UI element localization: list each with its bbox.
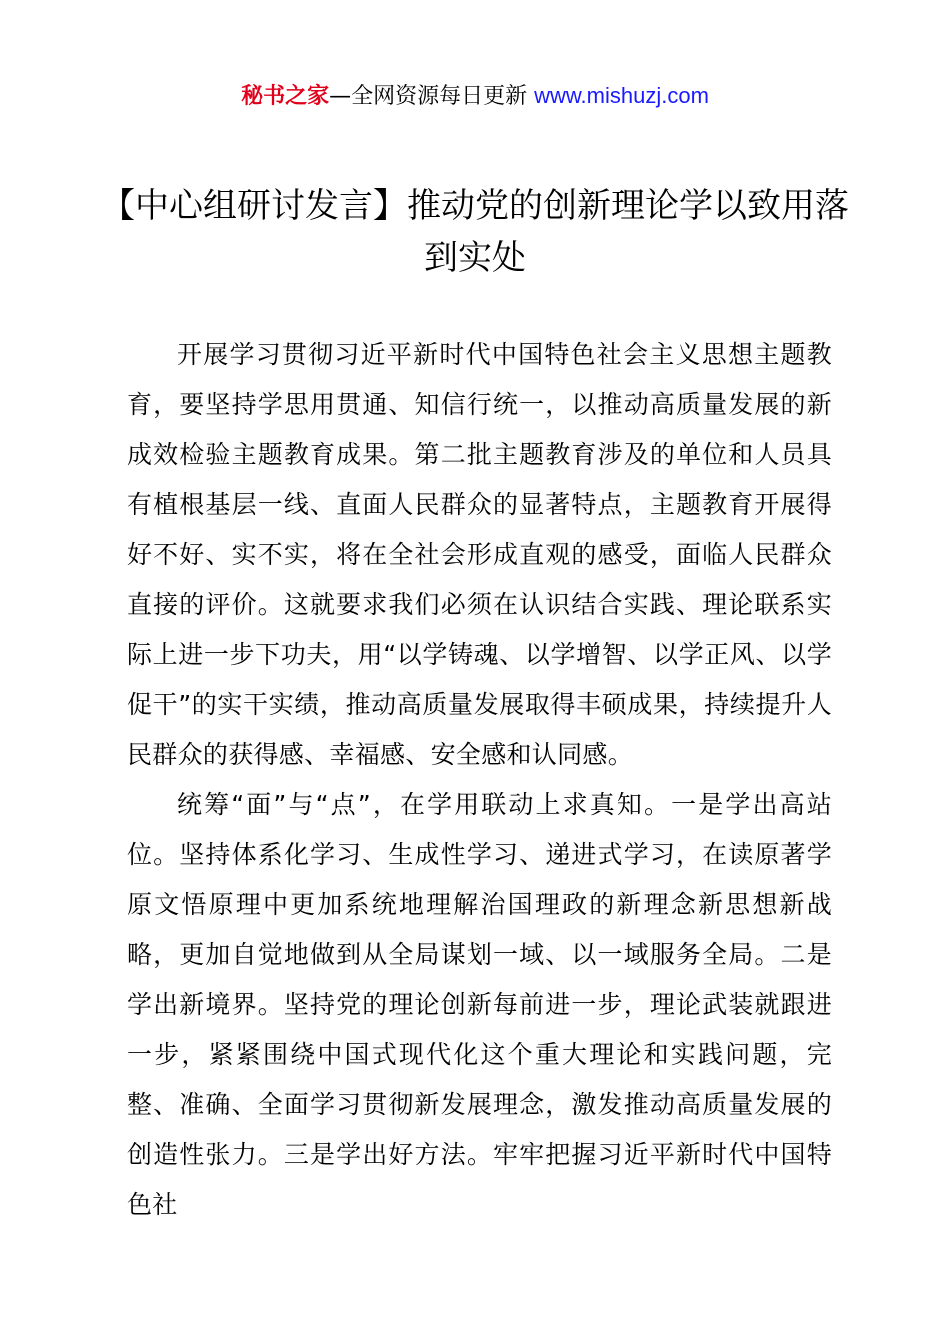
- site-header: [0, 80, 950, 113]
- site-tagline: —全网资源每日更新: [329, 84, 535, 109]
- paragraph-1: 开展学习贯彻习近平新时代中国特色社会主义思想主题教育，要坚持学思用贯通、知信行统一，以推动高质量发展的新成效检验主题教育成果。第二批主题教育涉及的单位和人员具有植根基层一线、直面人民群众的显著特点，主题教育开展得好不好、实不实，将在全社会形成直观的感受，面临人民群众直接的评价。这就要求我们必须在认识结合实践、理论联系实际上进一步下功夫，用“以学铸魂、以学增智、以学正风、以学促干”的实干实绩，推动高质量发展取得丰硕成果，持续提升人民群众的获得感、幸福感、安全感和认同感。: [127, 340, 832, 769]
- site-brand: 秘书之家: [241, 84, 330, 109]
- site-url[interactable]: www.mishuzj.com: [534, 83, 709, 108]
- paragraph-2: 统筹“面”与“点”，在学用联动上求真知。一是学出高站位。坚持体系化学习、生成性学习、递进式学习，在读原著学原文悟原理中更加系统地理解治国理政的新理念新思想新战略，更加自觉地做到从全局谋划一域、以一域服务全局。二是学出新境界。坚持党的理论创新每前进一步，理论武装就跟进一步，紧紧围绕中国式现代化这个重大理论和实践问题，完整、准确、全面学习贯彻新发展理念，激发推动高质量发展的创造性张力。三是学出好方法。牢牢把握习近平新时代中国特色社: [127, 790, 832, 1219]
- document-title: 【中心组研讨发言】推动党的创新理论学以致用落到实处: [101, 186, 849, 278]
- document-body: [127, 330, 832, 1230]
